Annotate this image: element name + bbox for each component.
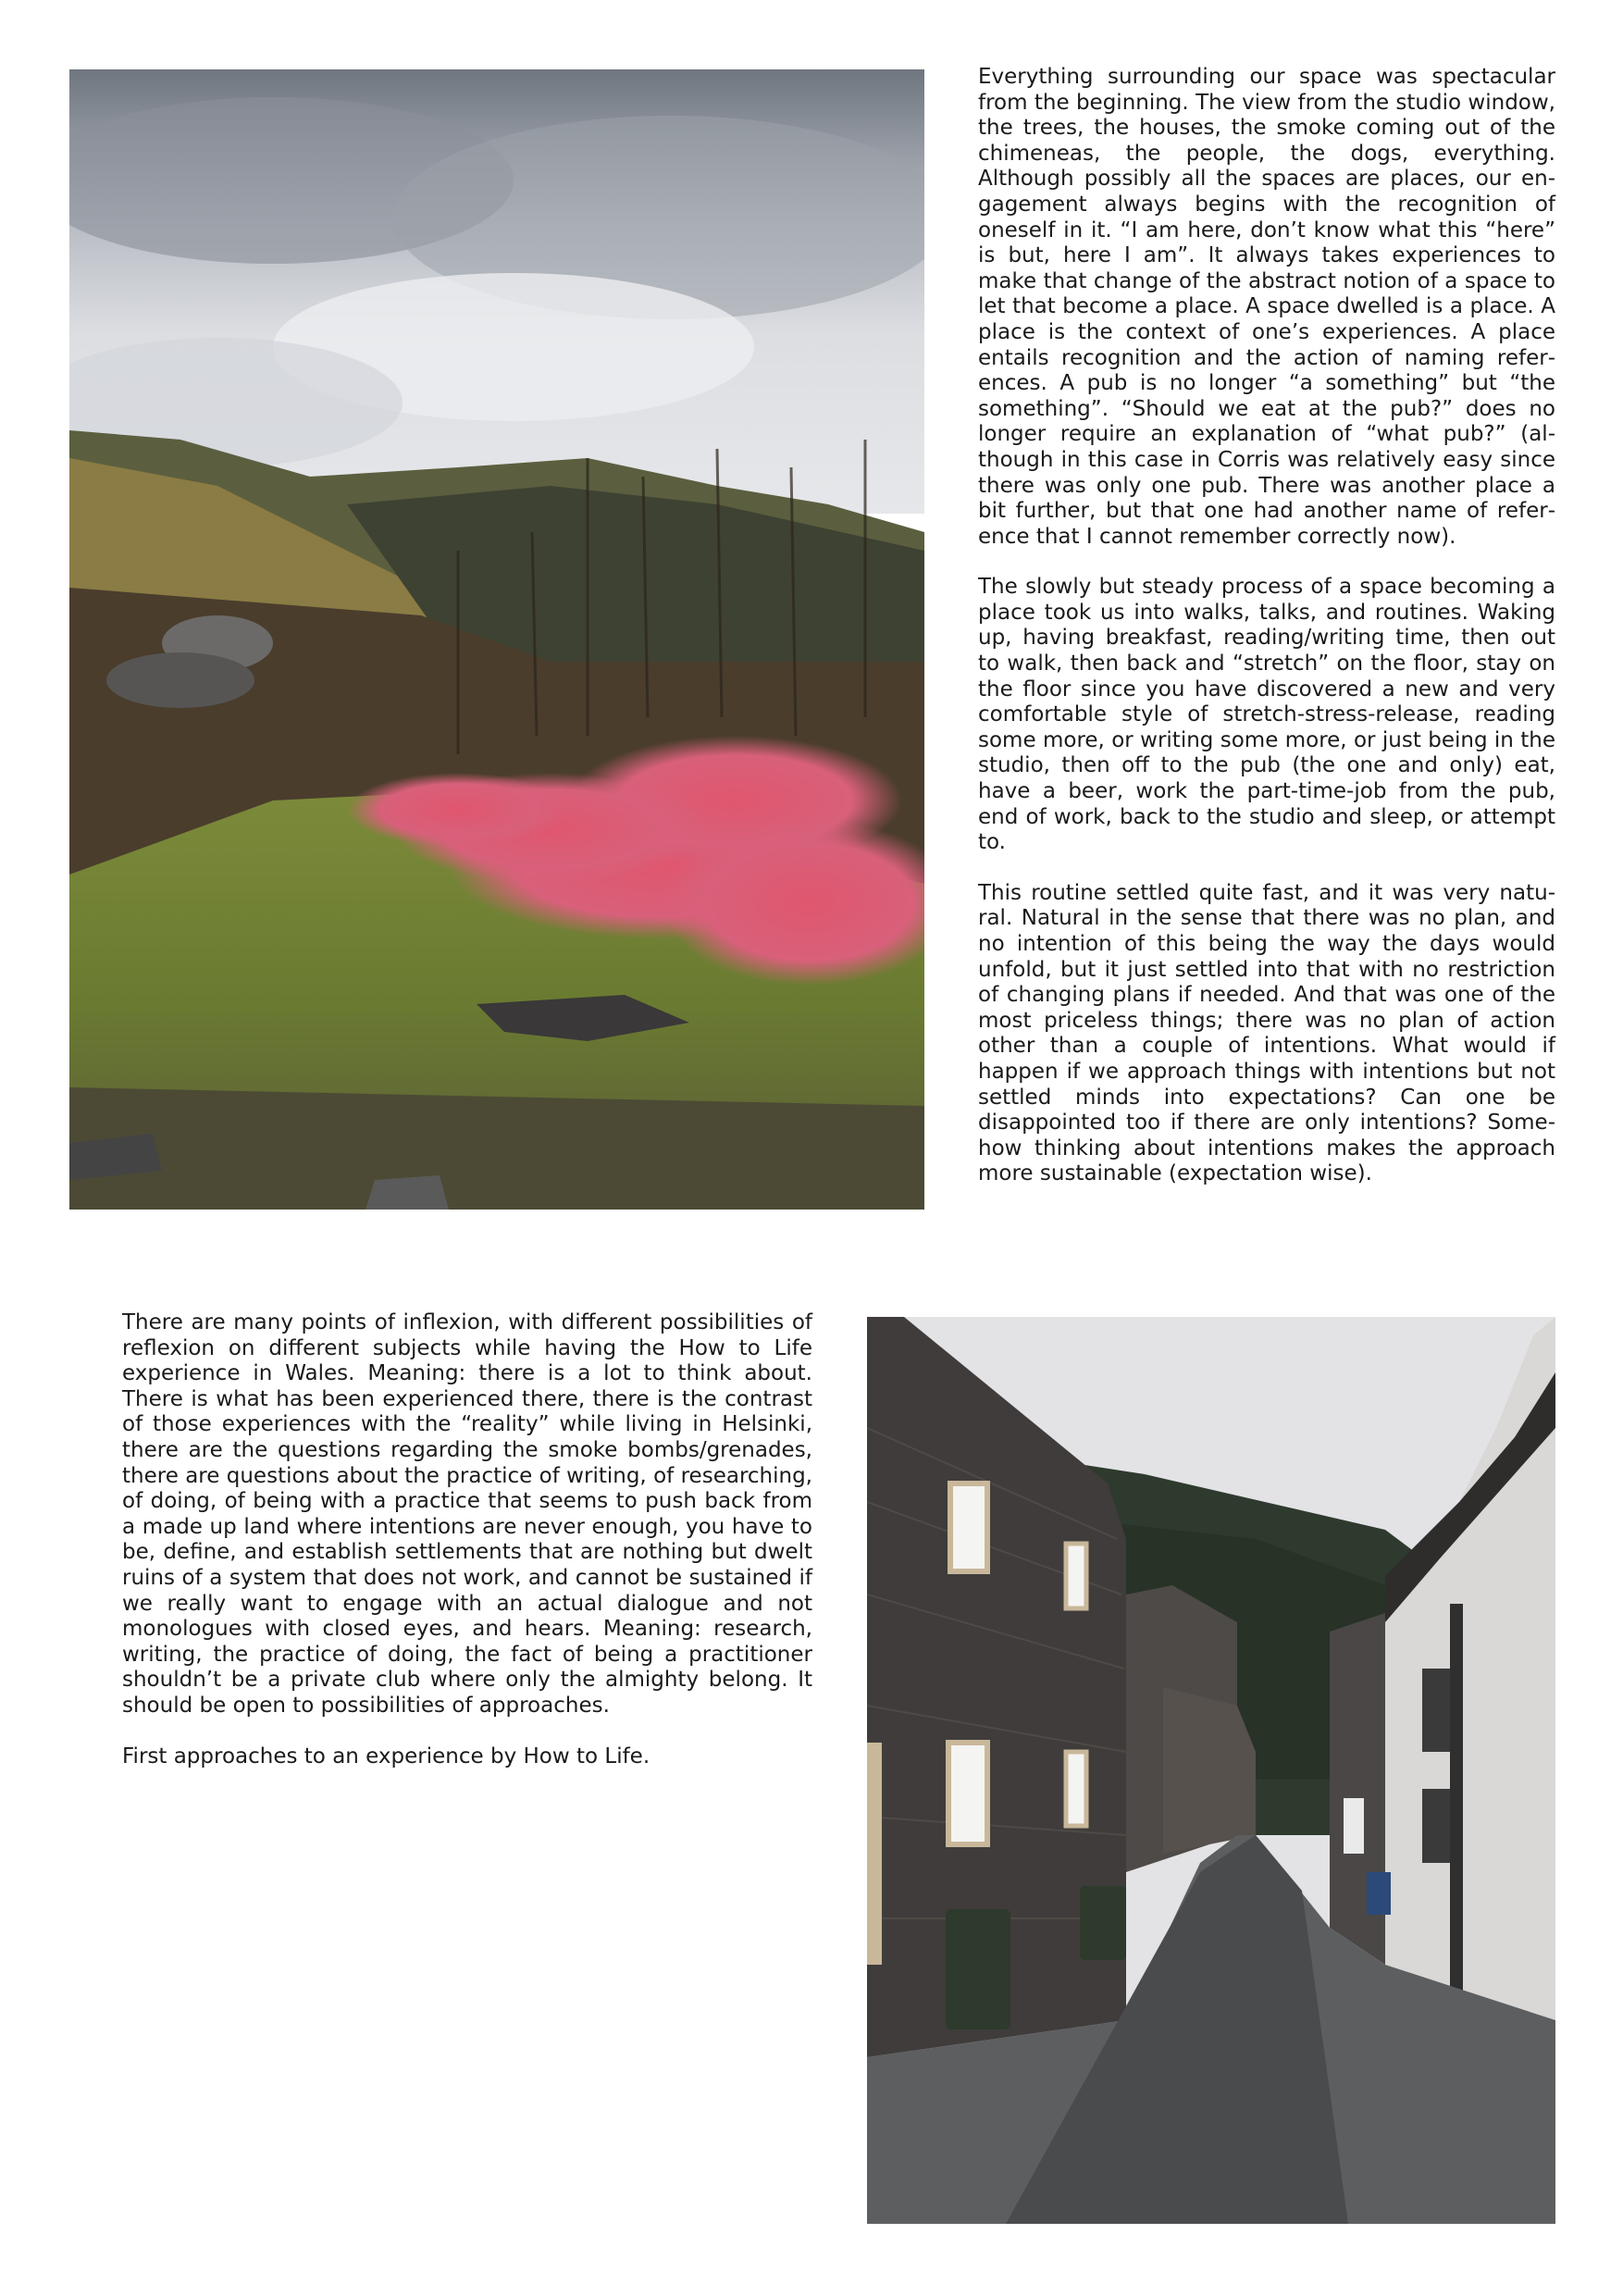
paragraph: First approaches to an experience by How to Life. — [122, 1744, 650, 1769]
paragraph: There are many points of inflexion, with different possibilities of reflexion on different subjects while having the How to Life experience in Wales. Meaning: there is a lot to think about. There is what has been experienced there, there is the contrast of those experiences with the “reality” while living in Helsinki, there are the questions regarding the smoke bombs/grenades, there are questions about the practice of writing, of researching, of doing, of being with a practice that seems to push back from a made up land where intentions are never enough, you have to be, define, and establish settlements that are nothing but dwelt ruins of a system that does not work, and cannot be sustained if we really want to engage with an actual dialogue and not monologues with closed eyes, and hears. Meaning: research, writing, the practice of doing, the fact of being a practitioner shouldn’t be a private club where only the almighty belong. It should be open to possibilities of approaches. — [122, 1310, 812, 1718]
paragraph: Everything surrounding our space was spectacular from the beginning. The view from the studio window, the trees, the houses, the smoke coming out of the chimeneas, the people, the dogs, everything. Although possibly all the spaces are places, our engagement always begins with the recognition of oneself in it. “I am here, don’t know what this “here” is but, here I am”. It always takes experiences to make that change of the abstract notion of a space to let that become a place. A space dwelled is a place. A place is the context of one’s experiences. A place entails recognition and the action of naming references. A pub is no longer “a something” but “the something”. “Should we eat at the pub?” does no longer require an explanation of “what pub?” (although in this case in Corris was relatively easy since there was only one pub. There was another place a bit further, but that one had another name of reference that I cannot remember correctly now). — [978, 65, 1555, 549]
photo-village-street — [867, 1317, 1555, 2224]
left-text-column — [122, 1310, 812, 1794]
right-text-column — [978, 65, 1555, 1212]
photo-pink-smoke-image — [69, 69, 924, 1210]
paragraph: This routine settled quite fast, and it was very natural. Natural in the sense that there was no plan, and no intention of this being the way the days would unfold, but it just settled into that with no restriction of changing plans if needed. And that was one of the most priceless things; there was no plan of action other than a couple of intentions. What would if happen if we approach things with intentions but not settled minds into expectations? Can one be disappointed too if there are only intentions? Somehow thinking about intentions makes the approach more sustainable (expectation wise). — [978, 880, 1555, 1186]
paragraph: The slowly but steady process of a space becoming a place took us into walks, talks, and routines. Waking up, having breakfast, reading/writing time, then out to walk, then back and “stretch” on the floor, stay on the floor since you have discovered a new and very comfortable style of stretch-stress-release, reading some more, or writing some more, or just being in the studio, then off to the pub (the one and only) eat, have a beer, work the part-time-job from the pub, end of work, back to the studio and sleep, or attempt to. — [978, 575, 1555, 855]
photo-village-street-image — [867, 1317, 1555, 2224]
photo-pink-smoke-hillside — [69, 69, 924, 1210]
